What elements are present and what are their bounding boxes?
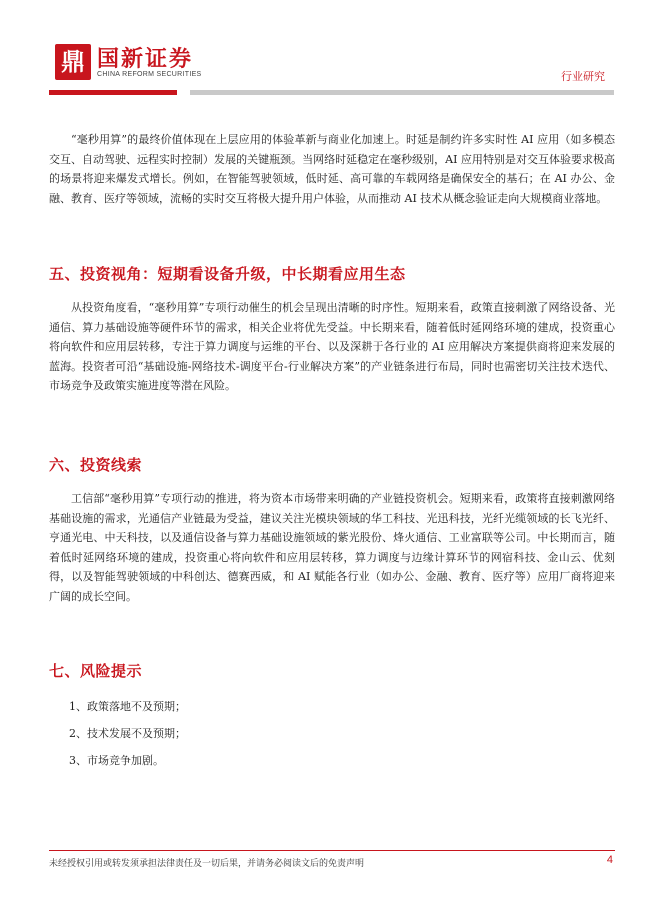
header-rule [190, 90, 614, 95]
risk-list [69, 693, 186, 774]
page-number: 4 [606, 854, 613, 866]
page-header [0, 0, 662, 100]
footer-rule [49, 850, 615, 851]
section-7-heading: 七、风险提示 [49, 662, 143, 680]
risk-item: 3、市场竞争加剧。 [69, 754, 164, 767]
brand-name: 国新证券 [97, 47, 194, 72]
header-rule-accent [49, 90, 177, 95]
section-5-heading: 五、投资视角：短期看设备升级，中长期看应用生态 [49, 265, 406, 283]
risk-item: 1、政策落地不及预期； [69, 700, 186, 713]
risk-item: 2、技术发展不及预期； [69, 727, 186, 740]
section-5-paragraph: 从投资角度看，“毫秒用算”专项行动催生的机会呈现出清晰的时序性。短期来看，政策直接刺激了网络设备、光通信、算力基础设施等硬件环节的需求，相关企业将优先受益。中长期来看，随着低时延网络环境的建成，投资重心将向软件和应用层转移，专注于算力调度与运维的平台、以及深耕于各行业的 AI 应用解决方案提供商将迎来发展的蓝海。投资者可沿“基础设施-网络技术-调度平台-行业解决方案”的产业链条进行布局，同时也需密切关注技术迭代、市场竞争及政策实施进度等潜在风险。 [49, 301, 615, 392]
company-logo-icon: 鼎 [55, 44, 91, 80]
brand-english-name: CHINA REFORM SECURITIES [97, 71, 202, 78]
report-category: 行业研究 [561, 70, 605, 83]
footer-disclaimer: 未经授权引用或转发须承担法律责任及一切后果，并请务必阅读文后的免责声明 [49, 859, 365, 869]
intro-paragraph: “毫秒用算”的最终价值体现在上层应用的体验革新与商业化加速上。时延是制约许多实时性 AI 应用（如多模态交互、自动驾驶、远程实时控制）发展的关键瓶颈。当网络时延稳定在毫秒级别，AI 应用特别是对交互体验要求极高的场景将迎来爆发式增长。例如，在智能驾驶领域，低时延、高可靠的车载网络是确保安全的基石；在 AI 办公、金融、教育、医疗等领域，流畅的实时交互将极大提升用户体验，从而推动 AI 技术从概念验证走向大规模商业落地。 [49, 133, 615, 205]
section-6-heading: 六、投资线索 [49, 456, 143, 474]
section-6-paragraph: 工信部“毫秒用算”专项行动的推进，将为资本市场带来明确的产业链投资机会。短期来看，政策将直接刺激网络基础设施的需求，光通信产业链最为受益，建议关注光模块领域的华工科技、光迅科技，光纤光缆领域的长飞光纤、亨通光电、中天科技，以及通信设备与算力基础设施领域的紫光股份、烽火通信、工业富联等公司。中长期而言，随着低时延网络环境的建成，投资重心将向软件和应用层转移，算力调度与边缘计算环节的网宿科技、金山云、优刻得，以及智能驾驶领域的中科创达、德赛西威，和 AI 赋能各行业（如办公、金融、教育、医疗等）应用厂商将迎来广阔的成长空间。 [49, 492, 615, 603]
